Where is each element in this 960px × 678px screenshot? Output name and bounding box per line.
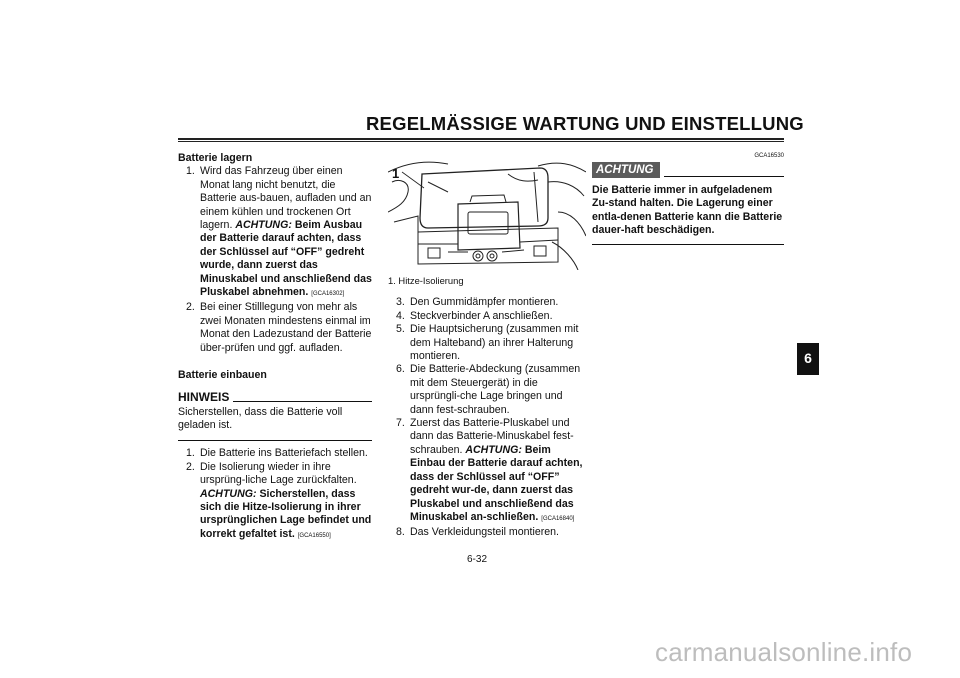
store-steps xyxy=(178,165,372,355)
caution-text: Die Batterie immer in aufgeladenem Zu-stand halten. Die Lagerung einer entla-denen Batterie kann die Batterie dauer-haft beschädigen. xyxy=(592,184,783,237)
step-text: Das Verkleidungsteil montieren. xyxy=(410,526,559,539)
step-text: Die Hauptsicherung (zusammen mit dem Halteband) an ihrer Halterung montieren. xyxy=(410,323,579,363)
page-number: 6-32 xyxy=(467,554,488,565)
caution-label: ACHTUNG xyxy=(592,162,660,178)
install-steps-continued xyxy=(388,296,586,539)
warning-label: ACHTUNG: xyxy=(465,443,522,456)
step-number: 1. xyxy=(186,165,195,178)
list-item xyxy=(178,461,372,543)
caution-reference-code: GCA16530 xyxy=(754,153,784,159)
header-rule xyxy=(178,138,784,140)
step-number: 7. xyxy=(396,417,405,430)
battery-compartment-drawing xyxy=(388,152,586,270)
list-item xyxy=(388,323,586,363)
note-header xyxy=(178,390,372,404)
figure-caption: 1. Hitze-Isolierung xyxy=(388,275,464,286)
list-item xyxy=(178,301,372,355)
note-label: HINWEIS xyxy=(178,389,230,404)
note-end-rule xyxy=(178,440,372,441)
step-text: Den Gummidämpfer montieren. xyxy=(410,296,559,309)
list-item xyxy=(178,165,372,301)
step-number: 1. xyxy=(186,447,195,460)
column-middle xyxy=(388,152,586,540)
section-heading-install: Batterie einbauen xyxy=(178,369,267,382)
install-steps xyxy=(178,447,372,543)
list-item xyxy=(388,310,586,323)
reference-code: [GCA16302] xyxy=(311,291,345,298)
step-text: Zuerst das Batterie-Pluskabel und dann das Batterie-Minuskabel fest-schrauben. xyxy=(410,417,574,456)
watermark: carmanualsonline.info xyxy=(655,637,913,667)
chapter-tab: 6 xyxy=(797,343,819,375)
step-number: 3. xyxy=(396,296,405,309)
battery-illustration xyxy=(388,152,586,270)
caution-header xyxy=(592,162,784,178)
step-number: 6. xyxy=(396,363,405,376)
step-text: Die Batterie-Abdeckung (zusammen mit dem Steuergerät) in die ursprüngli-che Lage bringen und dann fest-schrauben. xyxy=(410,363,581,416)
reference-code: [GCA16550] xyxy=(297,532,331,539)
header-rule-thin xyxy=(178,141,784,142)
step-text: Steckverbinder A anschließen. xyxy=(410,309,553,322)
list-item xyxy=(388,296,586,309)
list-item xyxy=(178,447,372,460)
list-item xyxy=(388,363,586,417)
section-heading-store: Batterie lagern xyxy=(178,152,253,164)
reference-code: [GCA16840] xyxy=(541,515,575,522)
note-text: Sicherstellen, dass die Batterie voll geladen ist. xyxy=(178,405,343,431)
page-header-title: REGELMÄSSIGE WARTUNG UND EINSTELLUNG xyxy=(366,113,804,134)
step-number: 2. xyxy=(186,460,195,473)
note-rule xyxy=(233,401,372,402)
list-item xyxy=(388,526,586,539)
warning-label: ACHTUNG: xyxy=(200,487,257,500)
column-left xyxy=(178,152,372,543)
warning-text: Beim Ausbau der Batterie darauf achten, dass der Schlüssel auf “OFF” gedreht wurde, dann zuerst das Minuskabel und anschließend das Pluskabel abnehmen. xyxy=(200,219,372,299)
column-right xyxy=(592,152,784,245)
step-text: Bei einer Stilllegung von mehr als zwei Monaten mindestens einmal im Monat den Ladezustand der Batterie über-prüfen und ggf. aufladen. xyxy=(200,301,372,354)
figure-callout-1: 1 xyxy=(392,166,400,181)
step-number: 2. xyxy=(186,301,195,314)
step-number: 4. xyxy=(396,309,405,322)
step-text: Wird das Fahrzeug über einen Monat lang nicht benutzt, die Batterie aus-bauen, aufladen und an einem kühlen und trockenen Ort lagern. xyxy=(200,165,372,232)
step-text: Die Batterie ins Batteriefach stellen. xyxy=(200,447,368,460)
warning-text: Sicherstellen, dass sich die Hitze-Isolierung in ihrer ursprünglichen Lage befindet und korrekt gefaltet ist. xyxy=(200,487,372,540)
step-number: 5. xyxy=(396,323,405,336)
warning-text: Beim Einbau der Batterie darauf achten, dass der Schlüssel auf “OFF” gedreht wur-de, dann zuerst das Pluskabel und anschließend das Minuskabel an-schließen. xyxy=(410,443,583,523)
caution-end-rule xyxy=(592,244,784,245)
step-text: Die Isolierung wieder in ihre ursprüng-liche Lage zurückfalten. xyxy=(200,460,357,487)
caution-rule xyxy=(664,176,785,177)
step-number: 8. xyxy=(396,526,405,539)
warning-label: ACHTUNG: xyxy=(235,219,292,232)
list-item xyxy=(388,417,586,526)
